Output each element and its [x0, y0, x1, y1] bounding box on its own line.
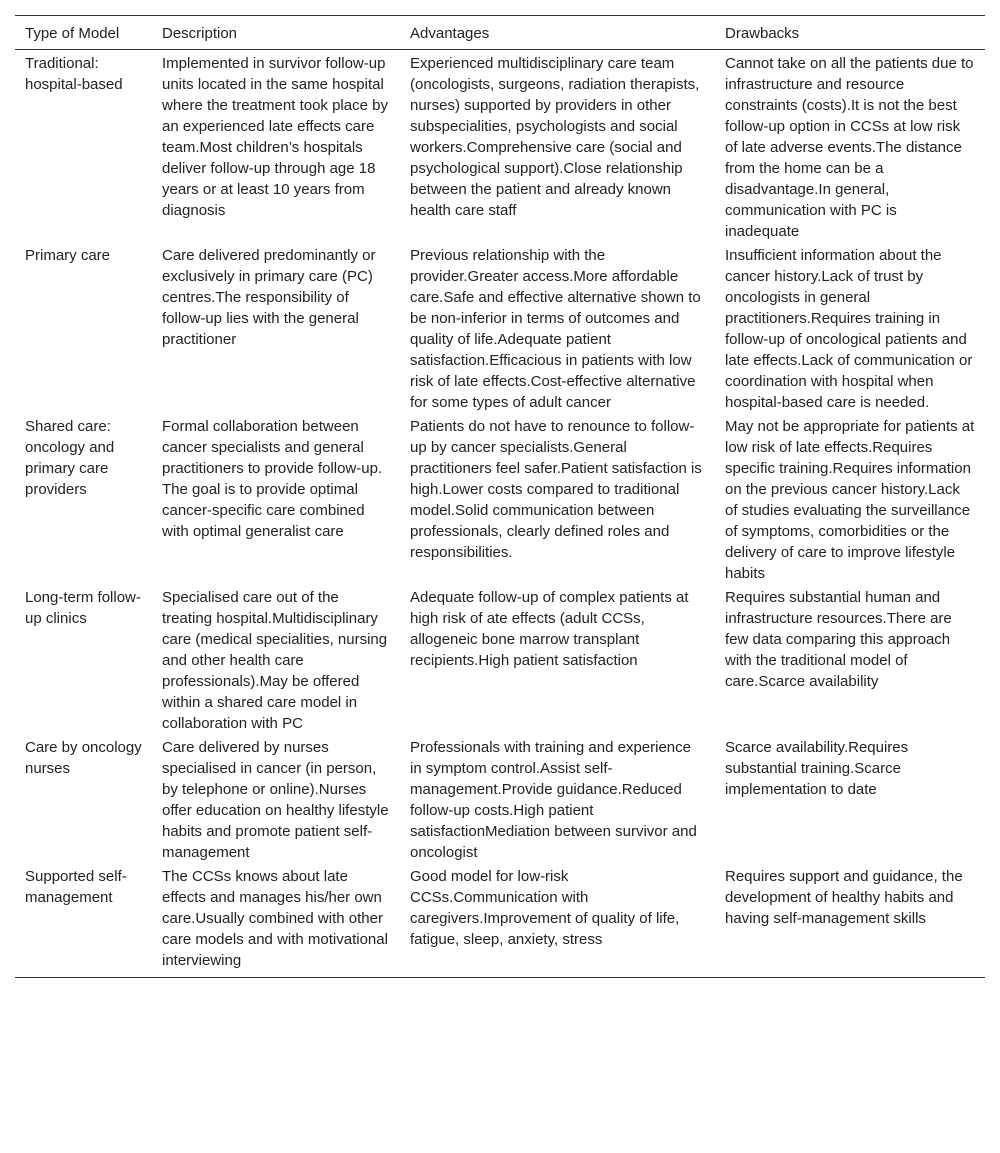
- care-models-table: [15, 15, 985, 978]
- cell-drawbacks: May not be appropriate for patients at low risk of late effects.Requires specific training.Requires information on the previous cancer history.Lack of studies evaluating the surveillance of symptoms, comorbidities or the delivery of care to improve lifestyle habits: [725, 418, 975, 582]
- table-container: [15, 15, 985, 978]
- table-row: [15, 863, 985, 978]
- cell-description: Specialised care out of the treating hospital.Multidisciplinary care (medical specialities, nursing and other health care professionals).May be offered within a shared care model in collaboration with PC: [162, 589, 388, 732]
- table-header-row: [15, 16, 985, 50]
- cell-description: The CCSs knows about late effects and manages his/her own care.Usually combined with other care models and with motivational interviewing: [152, 863, 400, 978]
- cell-type: Shared care: oncology and primary care providers: [25, 418, 115, 498]
- cell-type: Traditional: hospital-based: [25, 55, 123, 93]
- cell-type: Supported self-management: [15, 863, 152, 978]
- cell-drawbacks: Requires support and guidance, the development of healthy habits and having self-management skills: [715, 863, 985, 978]
- cell-drawbacks: Cannot take on all the patients due to infrastructure and resource constraints (costs).It is not the best follow-up option in CCSs at low risk of late adverse events.The distance from the home can be a disadvantage.In general, communication with PC is inadequate: [725, 55, 974, 240]
- table-row: [15, 734, 985, 863]
- cell-description: Care delivered predominantly or exclusively in primary care (PC) centres.The responsibility of follow-up lies with the general practitioner: [162, 247, 376, 348]
- header-drawbacks: Drawbacks: [715, 16, 985, 50]
- table-row: [15, 413, 985, 584]
- header-advantages: Advantages: [400, 16, 715, 50]
- cell-drawbacks: Insufficient information about the cancer history.Lack of trust by oncologists in general practitioners.Requires training in follow-up of oncological patients and late effects.Lack of communication or coordination with hospital when hospital-based care is needed.: [725, 247, 973, 411]
- table-row: [15, 584, 985, 734]
- cell-type: Long-term follow-up clinics: [25, 589, 141, 627]
- cell-advantages: Patients do not have to renounce to follow-up by cancer specialists.General practitioners feel safer.Patient satisfaction is high.Lower costs compared to traditional model.Solid communication between professionals, clearly defined roles and responsibilities.: [410, 418, 702, 561]
- table-row: [15, 242, 985, 413]
- cell-advantages: Professionals with training and experience in symptom control.Assist self-management.Provide guidance.Reduced follow-up costs.High patient satisfactionMediation between survivor and oncologist: [410, 739, 697, 861]
- cell-advantages: Good model for low-risk CCSs.Communication with caregivers.Improvement of quality of life, fatigue, sleep, anxiety, stress: [400, 863, 715, 978]
- cell-advantages: Experienced multidisciplinary care team (oncologists, surgeons, radiation therapists, nurses) supported by providers in other subspecialities, psychologists and social workers.Comprehensive care (social and psychological support).Close relationship between the patient and already known health care staff: [410, 55, 700, 219]
- cell-advantages: Adequate follow-up of complex patients at high risk of ate effects (adult CCSs, allogeneic bone marrow transplant recipients.High patient satisfaction: [410, 589, 689, 669]
- header-type-of-model: Type of Model: [15, 16, 152, 50]
- cell-drawbacks: Scarce availability.Requires substantial training.Scarce implementation to date: [725, 739, 909, 798]
- cell-type: Care by oncology nurses: [25, 739, 142, 777]
- cell-type: Primary care: [25, 247, 111, 264]
- cell-description: Formal collaboration between cancer specialists and general practitioners to provide follow-up. The goal is to provide optimal cancer-specific care combined with optimal generalist care: [162, 418, 383, 540]
- table-row: [15, 50, 985, 243]
- cell-description: Care delivered by nurses specialised in cancer (in person, by telephone or online).Nurses offer education on healthy lifestyle habits and promote patient self-management: [162, 739, 389, 861]
- header-description: Description: [152, 16, 400, 50]
- cell-advantages: Previous relationship with the provider.Greater access.More affordable care.Safe and effective alternative shown to be non-inferior in terms of outcomes and quality of life.Adequate patient satisfaction.Efficacious in patients with low risk of late effects.Cost-effective alternative for some types of adult cancer: [410, 247, 701, 411]
- cell-description: Implemented in survivor follow-up units located in the same hospital where the treatment took place by an experienced late effects care team.Most children’s hospitals deliver follow-up through age 18 years or at least 10 years from diagnosis: [162, 55, 388, 219]
- cell-drawbacks: Requires substantial human and infrastructure resources.There are few data comparing this approach with the traditional model of care.Scarce availability: [725, 589, 952, 690]
